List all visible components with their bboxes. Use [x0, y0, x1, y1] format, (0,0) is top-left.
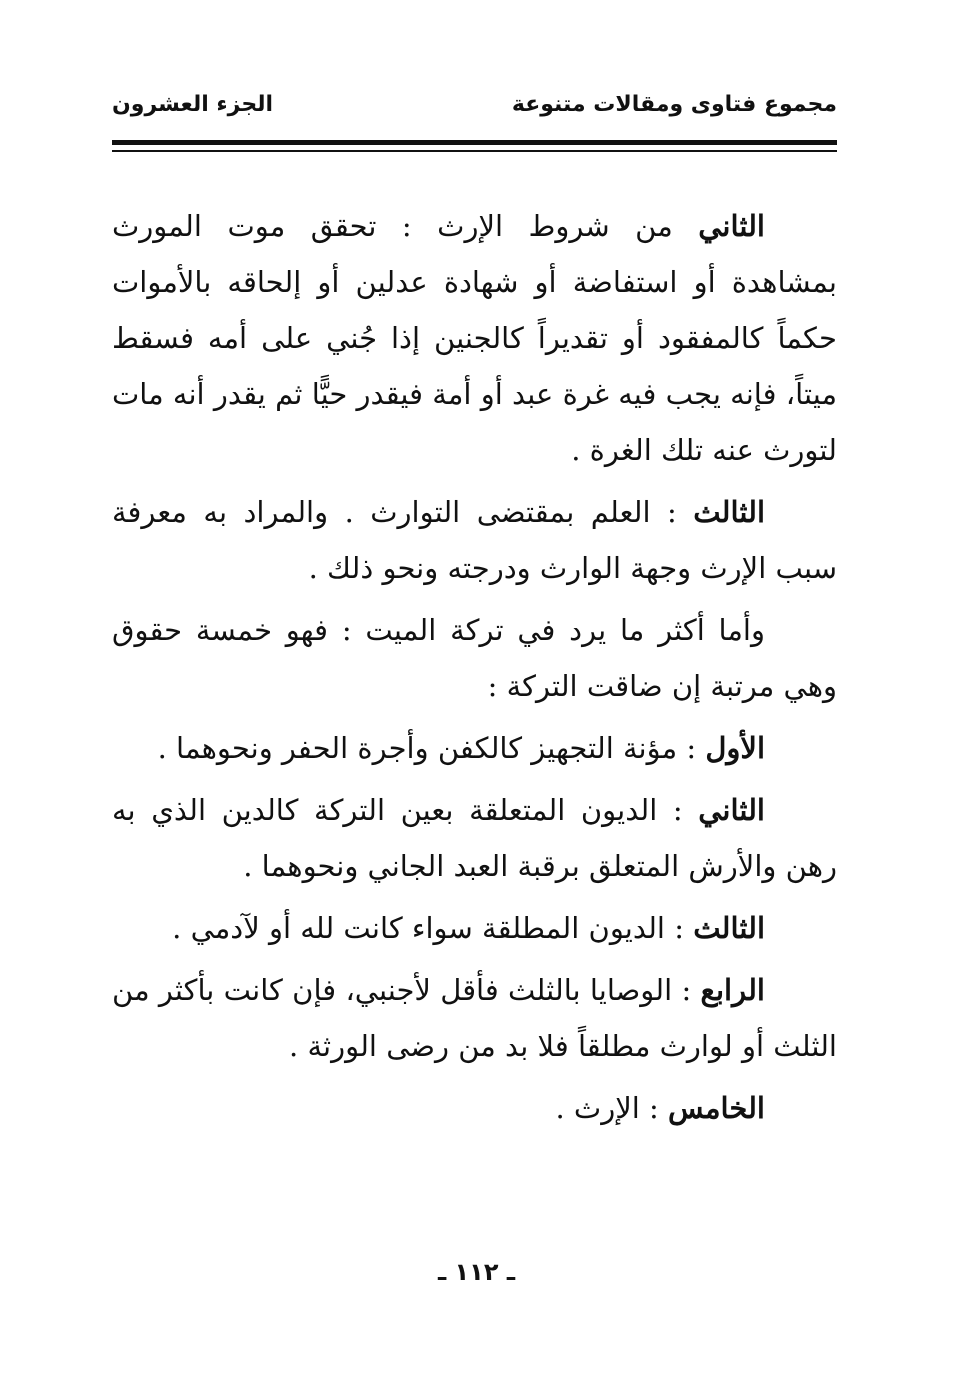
paragraph — [112, 962, 837, 1074]
paragraph-text: : الإرث . — [555, 1091, 669, 1125]
paragraph-lead: الخامس — [668, 1091, 765, 1125]
paragraph-text: : مؤنة التجهيز كالكفن وأجرة الحفر ونحوهما . — [157, 731, 706, 765]
paragraph-lead: الثالث — [693, 911, 765, 945]
paragraph — [112, 602, 837, 714]
paragraph — [112, 720, 837, 776]
book-title: مجموع فتاوى ومقالات متنوعة — [511, 92, 837, 117]
paragraph-lead: الثاني — [698, 793, 765, 827]
page-number: ـ ١١٢ ـ — [437, 1258, 516, 1286]
paragraph-text: وأما أكثر ما يرد في تركة الميت : فهو خمسة حقوق وهي مرتبة إن ضاقت التركة : — [112, 613, 837, 703]
running-header — [112, 92, 837, 132]
paragraph — [112, 900, 837, 956]
header-rule-thin — [112, 150, 837, 152]
paragraph-lead: الثالث — [693, 495, 765, 529]
paragraph-text: : الديون المطلقة سواء كانت لله أو لآدمي . — [172, 911, 694, 945]
paragraph-lead: الأول — [705, 731, 765, 765]
paragraph-text: من شروط الإرث : تحقق موت المورث بمشاهدة أو استفاضة أو شهادة عدلين أو إلحاقه بالأموات حكماً كالمفقود أو تقديراً كالجنين إذا جُني على أمه فسقط ميتاً، فإنه يجب فيه غرة عبد أو أمة فيقدر حيًّا ثم يقدر أنه مات لتورث عنه تلك الغرة . — [112, 209, 837, 467]
body-text — [112, 198, 837, 1142]
paragraph-lead: الثاني — [698, 209, 765, 243]
paragraph-lead: الرابع — [700, 973, 765, 1007]
paragraph-text: : الوصايا بالثلث فأقل لأجنبي، فإن كانت بأكثر من الثلث أو لوارث مطلقاً فلا بد من رضى الورثة . — [112, 973, 837, 1063]
volume-label: الجزء العشرون — [112, 92, 273, 117]
paragraph — [112, 1080, 837, 1136]
paragraph — [112, 198, 837, 478]
paragraph — [112, 782, 837, 894]
paragraph-text: : العلم بمقتضى التوارث . والمراد به معرفة سبب الإرث وجهة الوارث ودرجته ونحو ذلك . — [112, 495, 837, 585]
paragraph — [112, 484, 837, 596]
paragraph-text: : الديون المتعلقة بعين التركة كالدين الذي به رهن والأرش المتعلق برقبة العبد الجاني ونحوهما . — [112, 793, 837, 883]
header-rule-thick — [112, 140, 837, 145]
